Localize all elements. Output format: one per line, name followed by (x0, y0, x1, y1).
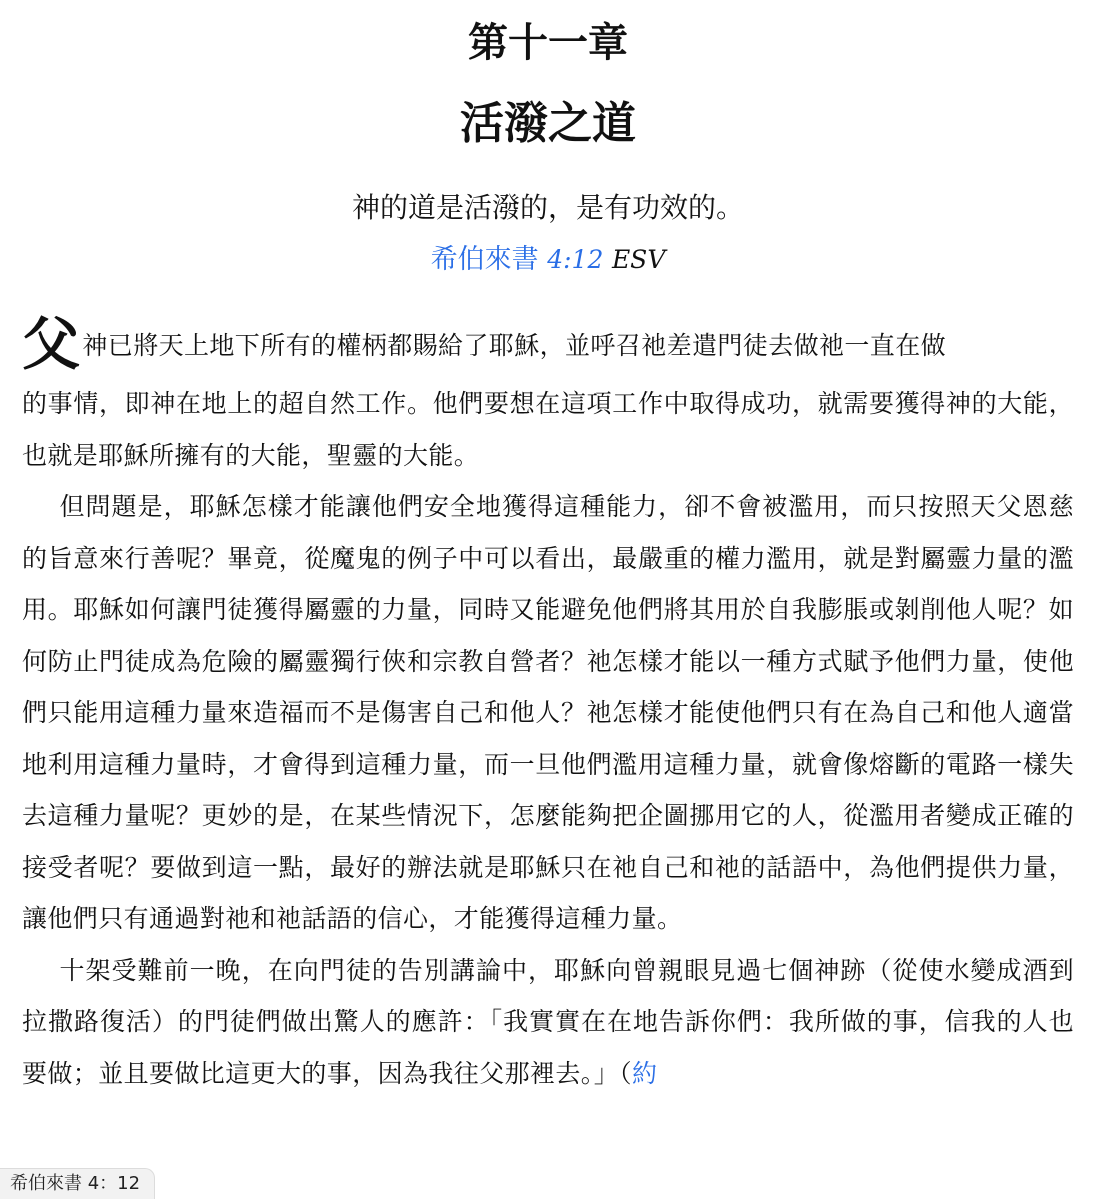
paragraph-1-first-line-text: 神已將天上地下所有的權柄都賜給了耶穌，並呼召祂差遣門徒去做祂一直在做 (82, 331, 947, 360)
reference-tooltip: 希伯來書 4：12 (0, 1168, 155, 1199)
paragraph-2: 但問題是，耶穌怎樣才能讓他們安全地獲得這種能力，卻不會被濫用，而只按照天父恩慈的旨意來行善呢？畢竟，從魔鬼的例子中可以看出，最嚴重的權力濫用，就是對屬靈力量的濫用。耶穌如何讓門徒獲得屬靈的力量，同時又能避免他們將其用於自我膨脹或剝削他人呢？如何防止門徒成為危險的屬靈獨行俠和宗教自營者？祂怎樣才能以一種方式賦予他們力量，使他們只能用這種力量來造福而不是傷害自己和他人？祂怎樣才能使他們只有在為自己和他人適當地利用這種力量時，才會得到這種力量，而一旦他們濫用這種力量，就會像熔斷的電路一樣失去這種力量呢？更妙的是，在某些情況下，怎麼能夠把企圖挪用它的人，從濫用者變成正確的接受者呢？要做到這一點，最好的辦法就是耶穌只在祂自己和祂的話語中，為他們提供力量，讓他們只有通過對祂和祂話語的信心，才能獲得這種力量。 (22, 492, 1074, 933)
reference-version: ESV (611, 245, 666, 274)
scripture-link[interactable]: 約 (632, 1058, 658, 1088)
reference-verse[interactable]: 4:12 (547, 245, 604, 274)
epigraph-reference (22, 240, 1074, 280)
paragraph-1: 的事情，即神在地上的超自然工作。他們要想在這項工作中取得成功，就需要獲得神的大能，也就是耶穌所擁有的大能，聖靈的大能。 (22, 389, 1074, 470)
chapter-title: 活潑之道 (460, 98, 636, 149)
chapter-body (22, 310, 1074, 1099)
paragraph-1-first-line (22, 310, 1074, 378)
chapter-number: 第十一章 (468, 20, 628, 66)
page (22, 0, 1074, 1099)
drop-cap: 父 (22, 310, 81, 378)
epigraph-reference-link[interactable] (431, 244, 604, 275)
paragraph-3 (22, 945, 1074, 1100)
reference-book[interactable]: 希伯來書 (430, 244, 539, 275)
paragraph-3-text: 十架受難前一晚，在向門徒的告別講論中，耶穌向曾親眼見過七個神跡（從使水變成酒到拉撒路復活）的門徒們做出驚人的應許：「我實實在在地告訴你們：我所做的事，信我的人也要做；並且要做比這更大的事，因為我往父那裡去。」（ (22, 955, 1074, 1088)
epigraph-quote: 神的道是活潑的，是有功效的。 (351, 191, 744, 224)
